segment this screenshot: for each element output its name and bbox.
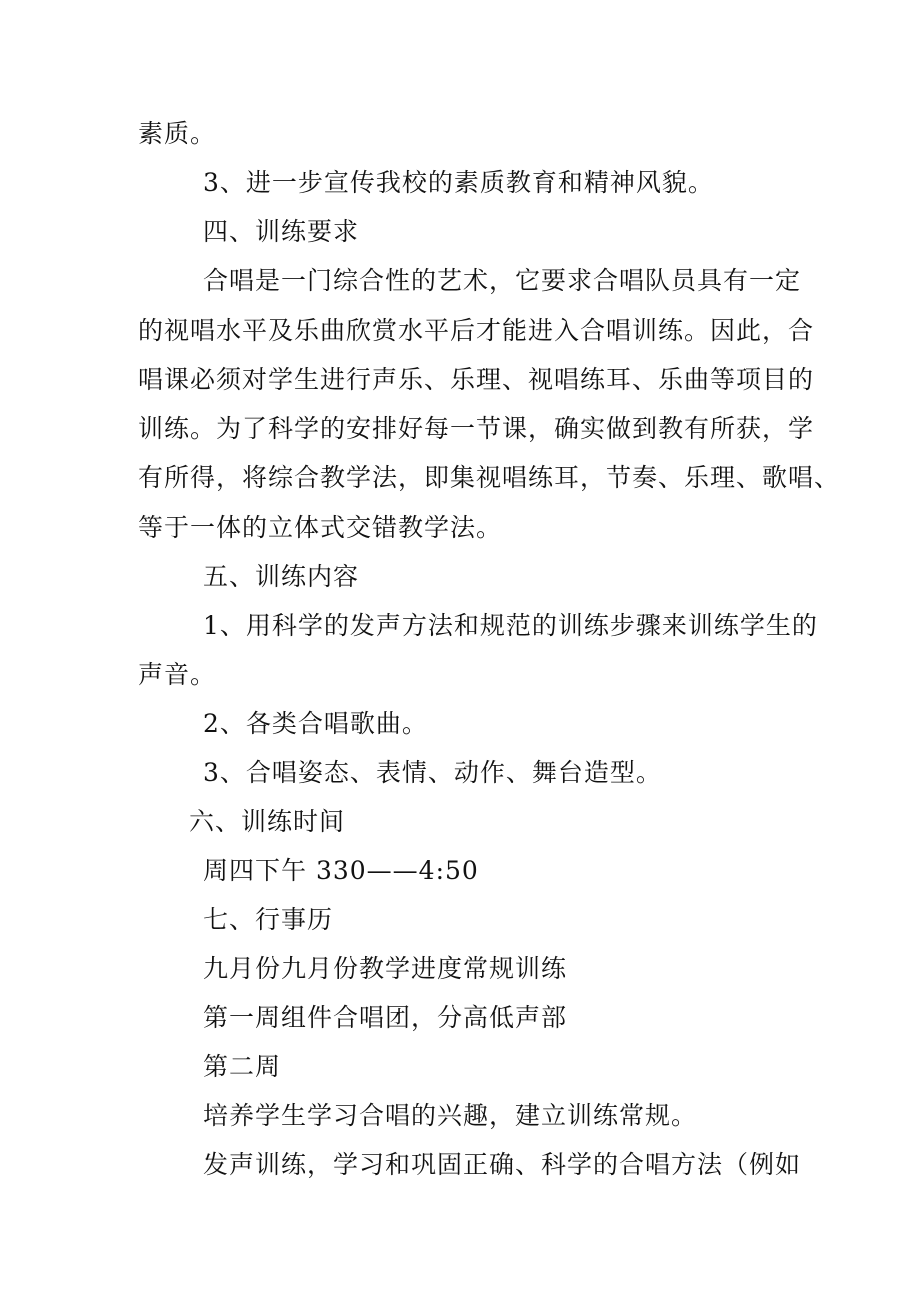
text-line-2: 3、进一步宣传我校的素质教育和精神风貌。 [203, 168, 714, 197]
text-line-16: 周四下午 330——4:50 [203, 856, 479, 885]
text-line-5: 的视唱水平及乐曲欣赏水平后才能进入合唱训练。因此，合 [138, 316, 815, 345]
section-heading-4: 四、训练要求 [203, 217, 360, 246]
text-line-14: 3、合唱姿态、表情、动作、舞台造型。 [203, 758, 662, 787]
text-line-19: 第一周组件合唱团，分高低声部 [203, 1003, 568, 1032]
text-line-1: 素质。 [138, 119, 217, 148]
section-heading-6: 六、训练时间 [189, 807, 346, 836]
text-line-21: 培养学生学习合唱的兴趣，建立训练常规。 [203, 1101, 698, 1130]
text-line-20: 第二周 [203, 1052, 282, 1081]
section-heading-7: 七、行事历 [203, 905, 334, 934]
text-line-7: 训练。为了科学的安排好每一节课，确实做到教有所获，学 [138, 414, 815, 443]
text-line-12: 声音。 [138, 660, 217, 689]
text-line-22: 发声训练，学习和巩固正确、科学的合唱方法（例如 [203, 1150, 802, 1179]
text-line-4: 合唱是一门综合性的艺术，它要求合唱队员具有一定 [203, 266, 802, 295]
text-line-18: 九月份九月份教学进度常规训练 [203, 954, 568, 983]
section-heading-5: 五、训练内容 [203, 562, 360, 591]
text-line-8: 有所得，将综合教学法，即集视唱练耳，节奏、乐理、歌唱、 [138, 463, 841, 492]
text-line-9: 等于一体的立体式交错教学法。 [138, 513, 503, 542]
text-line-6: 唱课必须对学生进行声乐、乐理、视唱练耳、乐曲等项目的 [138, 365, 815, 394]
text-line-11: 1、用科学的发声方法和规范的训练步骤来训练学生的 [203, 611, 818, 640]
text-line-13: 2、各类合唱歌曲。 [203, 709, 428, 738]
